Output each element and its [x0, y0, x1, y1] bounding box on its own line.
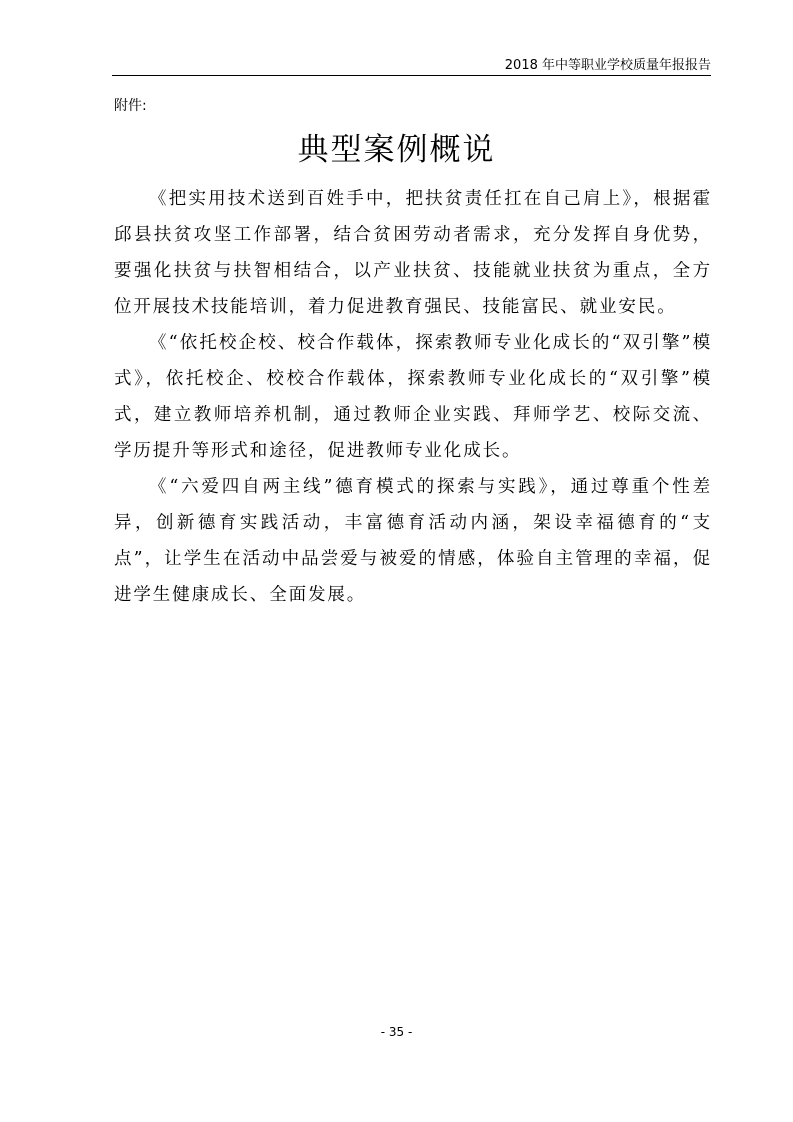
paragraph-case-3: 《“六爱四自两主线”德育模式的探索与实践》，通过尊重个性差异，创新德育实践活动，丰富德育活动内涵，架设幸福德育的“支点”，让学生在活动中品尝爱与被爱的情感，体验自主管理的幸福，促进学生健康成长、全面发展。	[114, 477, 712, 605]
header-divider	[112, 75, 711, 76]
attachment-label: 附件:	[114, 98, 147, 114]
page-number: - 35 -	[380, 1025, 413, 1039]
paragraph-case-1: 《把实用技术送到百姓手中，把扶贫责任扛在自己肩上》，根据霍邱县扶贫攻坚工作部署，结合贫困劳动者需求，充分发挥自身优势，要强化扶贫与扶智相结合，以产业扶贫、技能就业扶贫为重点，全方位开展技术技能培训，着力促进教育强民、技能富民、就业安民。	[114, 189, 712, 317]
page-title: 典型案例概说	[297, 132, 496, 168]
body-text	[114, 181, 712, 613]
running-header: 2018 年中等职业学校质量年报报告	[504, 58, 711, 73]
paragraph-case-2: 《“依托校企校、校合作载体，探索教师专业化成长的“双引擎”模式》，依托校企、校校合作载体，探索教师专业化成长的“双引擎”模式，建立教师培养机制，通过教师企业实践、拜师学艺、校际交流、学历提升等形式和途径，促进教师专业化成长。	[114, 333, 712, 461]
